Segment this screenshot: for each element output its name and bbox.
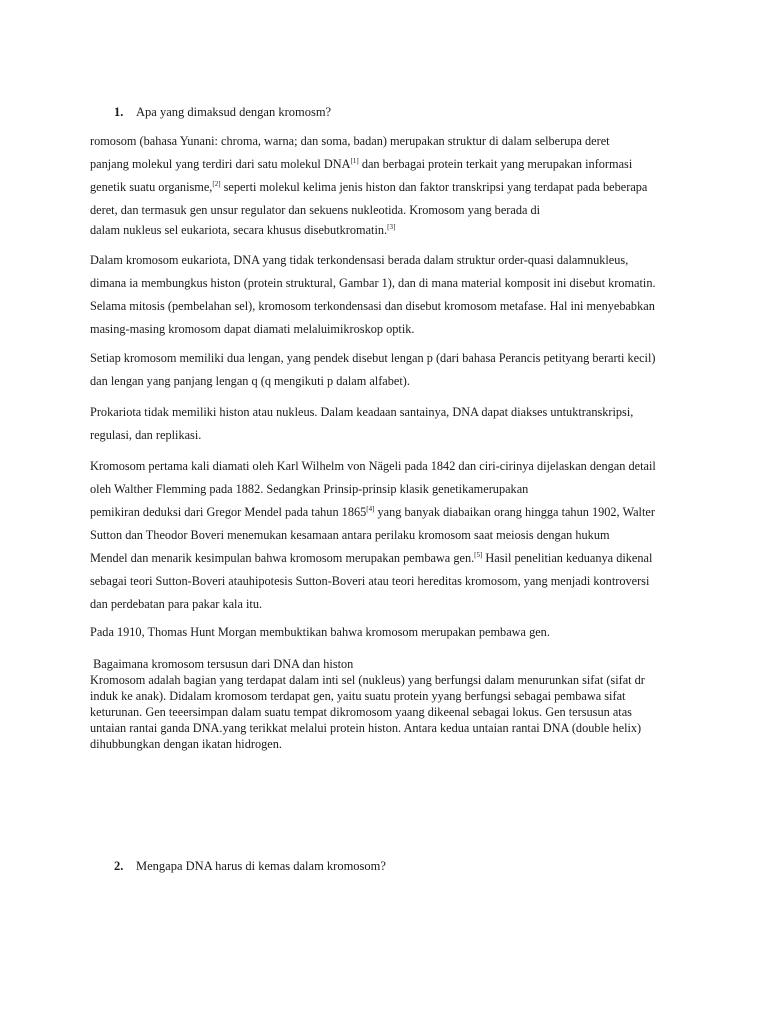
text-line: romosom (bahasa Yunani: chroma, warna; dan soma, badan) merupakan struktur di dalam selberupa deret: [90, 134, 610, 148]
text-line: [90, 153, 690, 176]
question-number: 2.: [114, 859, 124, 873]
paragraph-morgan: [90, 621, 690, 644]
text-line: regulasi, dan replikasi.: [90, 428, 202, 442]
text-line: Dalam kromosom eukariota, DNA yang tidak terkondensasi berada dalam struktur order-quasi dalamnukleus,: [90, 253, 629, 267]
text-line: deret, dan termasuk gen unsur regulator dan sekuens nukleotida. Kromosom yang berada di: [90, 203, 541, 217]
question-text: Apa yang dimaksud dengan kromosm?: [136, 105, 332, 119]
text-line: oleh Walther Flemming pada 1882. Sedangkan Prinsip-prinsip klasik genetikamerupakan: [90, 482, 529, 496]
question-1: [114, 104, 331, 120]
text-line: sebagai teori Sutton-Boveri atauhipotesis Sutton-Boveri atau teori hereditas kromosom, yang menjadi kontroversi: [90, 574, 650, 588]
text-span: genetik suatu organisme,: [90, 180, 213, 194]
text-line: Sutton dan Theodor Boveri menemukan kesamaan antara perilaku kromosom saat meiosis dengan hukum: [90, 528, 610, 542]
text-span: dan berbagai protein terkait yang merupakan informasi: [358, 157, 633, 171]
text-line: Kromosom pertama kali diamati oleh Karl Wilhelm von Nägeli pada 1842 dan ciri-cirinya dijelaskan dengan detail: [90, 459, 656, 473]
paragraph-prokaryote: [90, 401, 690, 447]
text-line: induk ke anak). Didalam kromosom terdapat gen, yaitu suatu protein yyang berfungsi sebagai pembawa sifat: [90, 689, 626, 703]
section-heading: Bagaimana kromosom tersusun dari DNA dan histon: [90, 657, 354, 671]
text-line: Pada 1910, Thomas Hunt Morgan membuktikan bahwa kromosom merupakan pembawa gen.: [90, 625, 550, 639]
text-line: [90, 222, 690, 238]
citation-link[interactable]: [2]: [212, 180, 221, 188]
text-span: Mendel dan menarik kesimpulan bahwa kromosom merupakan pembawa gen.: [90, 551, 475, 565]
text-line: masing-masing kromosom dapat diamati melaluimikroskop optik.: [90, 322, 415, 336]
text-line: keturunan. Gen teeersimpan dalam suatu tempat dikromosom yaang dikeenal sebagai lokus. Gen tersusun atas: [90, 705, 632, 719]
text-span: dalam nukleus sel eukariota, secara khusus disebutkromatin.: [90, 223, 388, 237]
text-line: Kromosom adalah bagian yang terdapat dalam inti sel (nukleus) yang berfungsi dalam menurunkan sifat (sifat dr: [90, 673, 645, 687]
text-span: Hasil penelitian keduanya dikenal: [482, 551, 653, 565]
text-line: [90, 176, 690, 199]
paragraph-history: [90, 455, 690, 616]
paragraph-eukaryote: [90, 249, 690, 341]
text-span: seperti molekul kelima jenis histon dan faktor transkripsi yang terdapat pada beberapa: [220, 180, 648, 194]
text-line: dan lengan yang panjang lengan q (q mengikuti p dalam alfabet).: [90, 374, 410, 388]
question-number: 1.: [114, 105, 124, 119]
text-line: Selama mitosis (pembelahan sel), kromosom terkondensasi dan disebut kromosom metafase. Hal ini menyebabkan: [90, 299, 655, 313]
text-line: dihubbungkan dengan ikatan hidrogen.: [90, 737, 282, 751]
paragraph-definition: [90, 130, 690, 238]
text-span: yang banyak diabaikan orang hingga tahun 1902, Walter: [374, 505, 655, 519]
citation-link[interactable]: [1]: [350, 157, 359, 165]
question-text: Mengapa DNA harus di kemas dalam kromosom?: [136, 859, 386, 873]
citation-link[interactable]: [4]: [366, 505, 375, 513]
text-line: untaian rantai ganda DNA.yang terikkat melalui protein histon. Antara kedua untaian rantai DNA (double helix): [90, 721, 642, 735]
question-2: [114, 858, 386, 874]
text-line: dimana ia membungkus histon (protein struktural, Gambar 1), dan di mana material komposit ini disebut kromatin.: [90, 276, 656, 290]
text-line: [90, 547, 690, 570]
text-line: Setiap kromosom memiliki dua lengan, yang pendek disebut lengan p (dari bahasa Perancis petityang berarti kecil): [90, 351, 656, 365]
text-line: dan perdebatan para pakar kala itu.: [90, 597, 263, 611]
text-span: pemikiran deduksi dari Gregor Mendel pada tahun 1865: [90, 505, 367, 519]
citation-link[interactable]: [5]: [474, 551, 483, 559]
text-span: panjang molekul yang terdiri dari satu molekul DNA: [90, 157, 351, 171]
citation-link[interactable]: [3]: [387, 223, 396, 231]
text-line: Prokariota tidak memiliki histon atau nukleus. Dalam keadaan santainya, DNA dapat diakses untuktranskripsi,: [90, 405, 634, 419]
text-line: [90, 501, 690, 524]
paragraph-arms: [90, 347, 690, 393]
paragraph-structure: [90, 656, 690, 752]
